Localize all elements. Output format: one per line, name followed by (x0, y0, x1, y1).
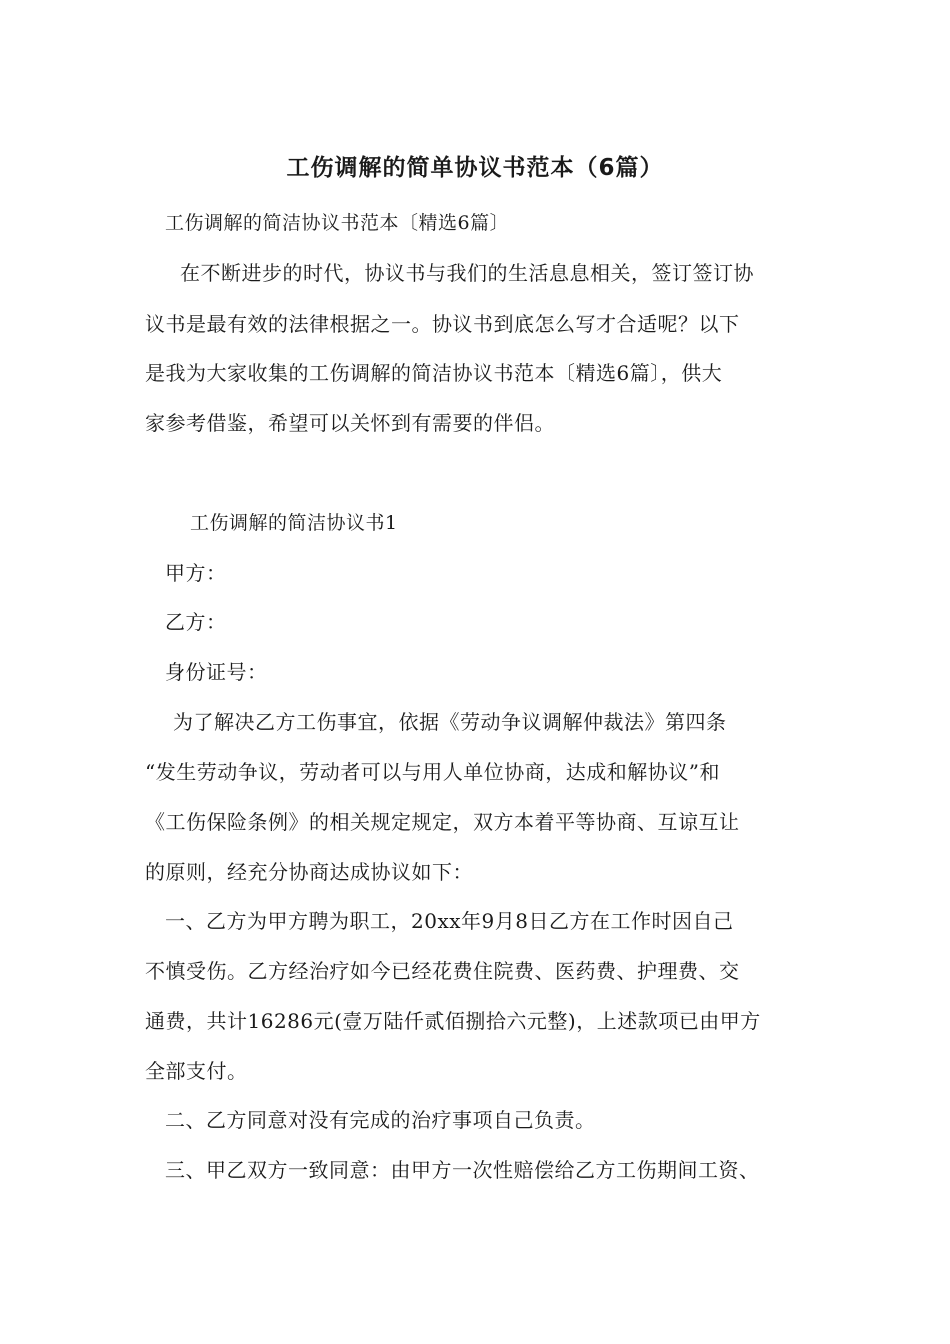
intro-line-2: 议书是最有效的法律根据之一。协议书到底怎么写才合适呢？以下 (145, 312, 740, 336)
section-title: 工伤调解的简洁协议书1 (190, 512, 398, 534)
intro-line-1: 在不断进步的时代，协议书与我们的生活息息相关，签订签订协 (180, 261, 754, 285)
clause-1-line-2: 不慎受伤。乙方经治疗如今已经花费住院费、医药费、护理费、交 (145, 959, 740, 983)
clause-2: 二、乙方同意对没有完成的治疗事项自己负责。 (165, 1108, 596, 1132)
preamble-line-4: 的原则，经充分协商达成协议如下： (145, 860, 473, 884)
preamble-line-1: 为了解决乙方工伤事宜，依据《劳动争议调解仲裁法》第四条 (173, 710, 727, 734)
intro-line-3: 是我为大家收集的工伤调解的简洁协议书范本〔精选6篇〕，供大 (145, 361, 723, 385)
document-title: 工伤调解的简单协议书范本（6篇） (286, 155, 664, 181)
id-number-label: 身份证号： (165, 660, 268, 684)
party-b-label: 乙方： (165, 610, 227, 634)
clause-1-line-3: 通费，共计16286元(壹万陆仟贰佰捌拾六元整)，上述款项已由甲方 (145, 1009, 761, 1033)
preamble-line-3: 《工伤保险条例》的相关规定规定，双方本着平等协商、互谅互让 (145, 810, 740, 834)
party-a-label: 甲方： (165, 561, 227, 585)
preamble-line-2: “发生劳动争议，劳动者可以与用人单位协商，达成和解协议”和 (145, 760, 720, 784)
clause-3-line-1: 三、甲乙双方一致同意：由甲方一次性赔偿给乙方工伤期间工资、 (165, 1158, 760, 1182)
clause-1-line-4: 全部支付。 (145, 1059, 248, 1083)
clause-1-line-1: 一、乙方为甲方聘为职工，20xx年9月8日乙方在工作时因自己 (165, 909, 734, 933)
intro-line-4: 家参考借鉴，希望可以关怀到有需要的伴侣。 (145, 411, 555, 435)
document-subtitle: 工伤调解的简洁协议书范本〔精选6篇〕 (165, 212, 510, 234)
